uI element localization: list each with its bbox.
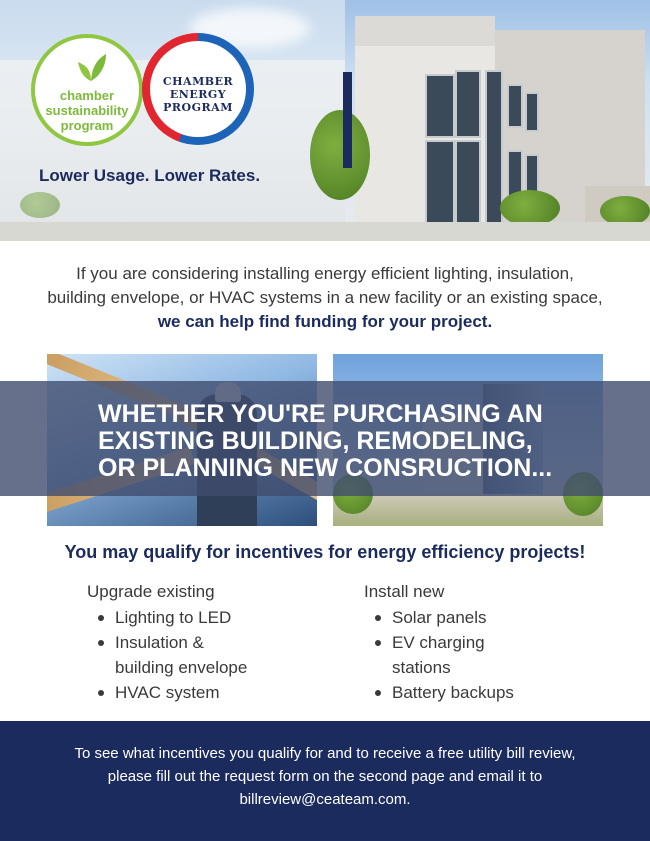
list-item: Solar panels (392, 605, 624, 630)
install-new-list (364, 580, 624, 705)
tagline: Lower Usage. Lower Rates. (39, 166, 261, 185)
footer-line: To see what incentives you qualify for and to receive a free utility bill review, (74, 745, 576, 762)
banner-headline (98, 401, 618, 482)
list-item-continuation: stations (392, 658, 451, 677)
footer-line: please fill out the request form on the second page and email it to (107, 768, 543, 785)
shrub (20, 192, 60, 218)
logo-line: sustainability (45, 103, 129, 118)
sustainability-logo (31, 34, 143, 146)
leaf-icon (74, 52, 108, 82)
list-item: HVAC system (115, 680, 347, 705)
intro-line: building envelope, or HVAC systems in a new facility or an existing space, (47, 288, 603, 307)
intro-emphasis: we can help find funding for your project. (157, 312, 493, 331)
logo-line: PROGRAM (163, 101, 233, 114)
banner-line: EXISTING BUILDING, REMODELING, (98, 427, 533, 455)
banner-line: WHETHER YOU'RE PURCHASING AN (98, 400, 543, 428)
logo-line: ENERGY (169, 88, 227, 101)
logo-line: program (60, 118, 114, 133)
list-title: Install new (364, 582, 445, 601)
incentives-heading: You may qualify for incentives for energy efficiency projects! (64, 542, 586, 562)
energy-program-logo (142, 33, 254, 145)
list-title: Upgrade existing (87, 582, 215, 601)
footer-text (30, 742, 620, 811)
list-item: EV charging (392, 630, 624, 655)
banner-line: OR PLANNING NEW CONSRUCTION... (98, 454, 553, 482)
logo-line: chamber (59, 88, 115, 103)
intro-line: If you are considering installing energy efficient lighting, insulation, (76, 264, 574, 283)
footer-email: billreview@ceateam.com. (239, 791, 411, 808)
logo-line: CHAMBER (162, 75, 234, 88)
hero-image (0, 0, 650, 241)
navy-accent-bar (343, 72, 352, 168)
shrub (500, 190, 560, 226)
list-item: Battery backups (392, 680, 624, 705)
list-item: Insulation & (115, 630, 347, 655)
list-item: Lighting to LED (115, 605, 347, 630)
list-item-continuation: building envelope (115, 658, 248, 677)
tree (310, 110, 370, 200)
upgrade-existing-list (87, 580, 347, 705)
ground (0, 222, 650, 241)
intro-paragraph (20, 262, 630, 334)
